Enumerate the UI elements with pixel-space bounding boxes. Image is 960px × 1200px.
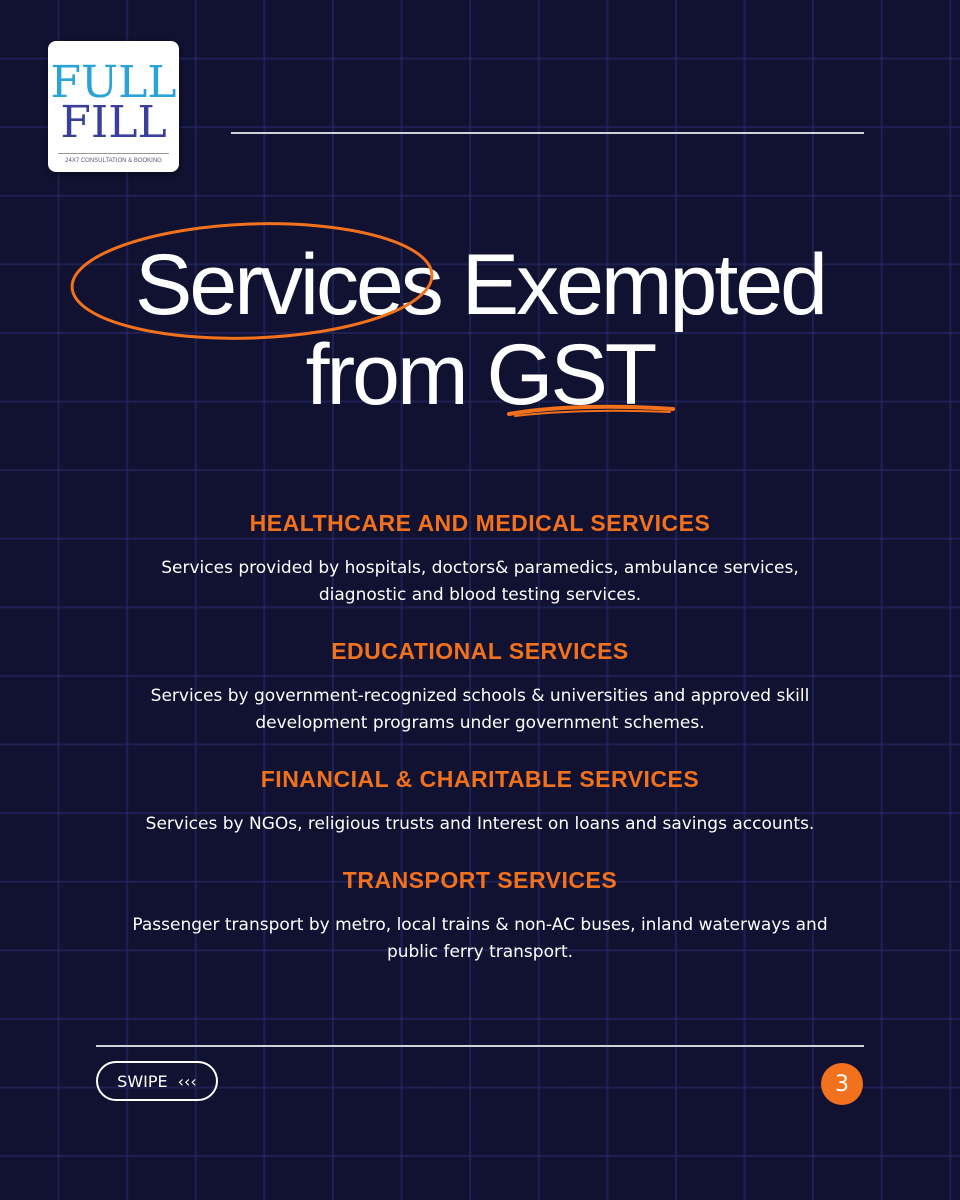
title-word-exempted: Exempted	[461, 237, 825, 333]
service-title: FINANCIAL & CHARITABLE SERVICES	[260, 766, 700, 792]
swipe-button[interactable]	[96, 1061, 218, 1101]
bottom-divider	[96, 1045, 864, 1047]
title-word-services: Services	[135, 237, 441, 333]
swipe-label: SWIPE	[117, 1071, 168, 1091]
brand-logo	[48, 41, 179, 172]
logo-line-fill: FILL	[60, 97, 167, 148]
service-description: Services by NGOs, religious trusts and Interest on loans and savings accounts.	[145, 814, 815, 834]
service-title: HEALTHCARE AND MEDICAL SERVICES	[249, 510, 711, 536]
logo-divider	[58, 153, 169, 154]
service-item-educational	[0, 638, 960, 737]
page-title	[0, 237, 960, 423]
title-word-gst: GST	[486, 327, 655, 423]
service-title: TRANSPORT SERVICES	[342, 867, 618, 893]
service-description: Passenger transport by metro, local trains & non-AC buses, inland waterways and public ferry transport.	[132, 915, 828, 962]
top-divider	[231, 132, 864, 134]
page-number-badge	[821, 1063, 863, 1105]
logo-line-full: FULL	[50, 57, 177, 108]
service-title: EDUCATIONAL SERVICES	[331, 638, 629, 664]
service-item-transport	[0, 867, 960, 966]
page-number: 3	[835, 1071, 849, 1097]
service-description: Services by government-recognized schools & universities and approved skill development programs under government schemes.	[150, 686, 810, 733]
services-list	[0, 510, 960, 995]
service-description: Services provided by hospitals, doctors& paramedics, ambulance services, diagnostic and blood testing services.	[161, 558, 799, 605]
service-item-financial	[0, 766, 960, 838]
title-word-from: from	[305, 327, 466, 423]
logo-tagline: 24X7 CONSULTATION & BOOKING	[65, 158, 162, 164]
chevrons-left-icon: ‹‹‹	[177, 1071, 197, 1091]
service-item-healthcare	[0, 510, 960, 609]
